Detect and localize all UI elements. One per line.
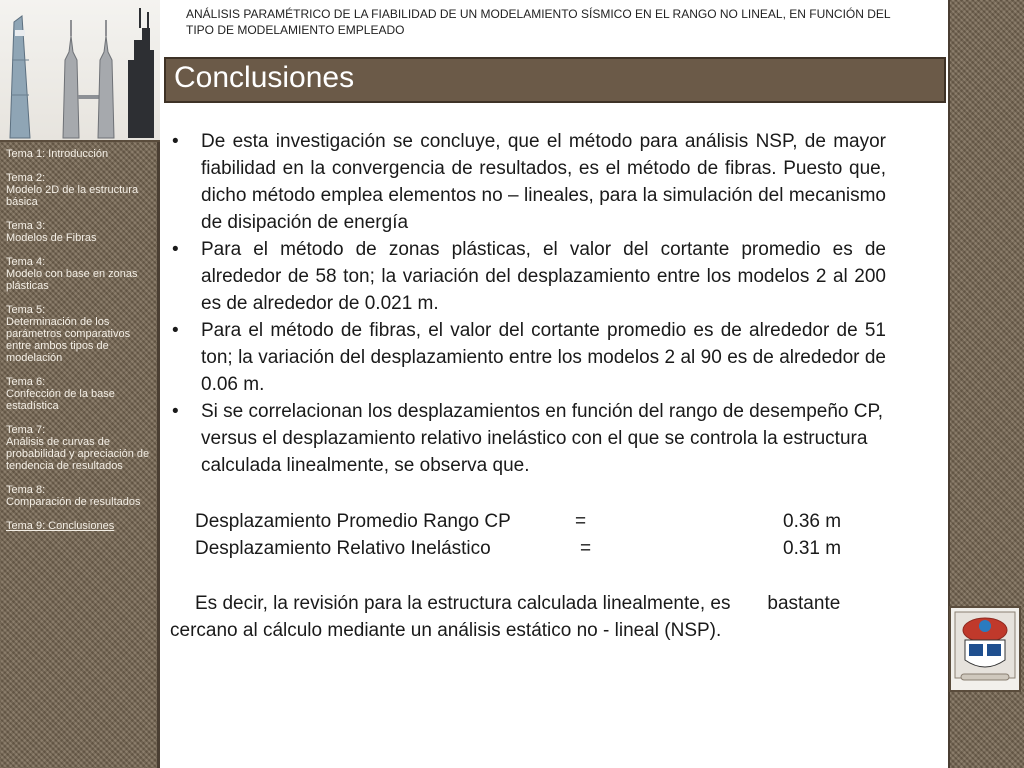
nav-item-tema-3[interactable]: [6, 220, 156, 244]
closing-paragraph: [170, 590, 886, 644]
nav-item-tema-5[interactable]: [6, 304, 156, 364]
nav-item-line: Tema 4:: [6, 256, 46, 268]
equation-label: Desplazamiento Promedio Rango CP: [195, 511, 511, 532]
equation-value: 0.31 m: [783, 538, 842, 559]
nav-item-tema-6[interactable]: [6, 376, 156, 412]
nav-item-line: Confección de la base estadística: [6, 388, 115, 412]
slide-content: [160, 0, 948, 768]
equation-row: [195, 511, 875, 537]
university-logo: [949, 606, 1021, 692]
topic-nav: [6, 148, 156, 544]
page-title: Conclusiones: [174, 61, 355, 94]
list-item: • Para el método de zonas plásticas, el valor del cortante promedio es de alrededor de 58 ton; la variación del desplazamiento entre los modelos 2 al 200 es de alrededor de 0.021 m.: [170, 236, 886, 317]
nav-item-line: Tema 2:: [6, 172, 46, 184]
nav-item-line: Determinación de los parámetros comparativos entre ambos tipos de modelación: [6, 316, 131, 364]
nav-item-tema-1[interactable]: [6, 148, 156, 160]
nav-item-line: Tema 9: Conclusiones: [6, 520, 115, 532]
nav-item-tema-2[interactable]: [6, 172, 156, 208]
conclusions-list: [170, 128, 886, 479]
list-item: • De esta investigación se concluye, que el método para análisis NSP, de mayor fiabilidad en la convergencia de resultados, es el método de fibras. Puesto que, dicho método emplea elementos no – lineales, para la simulación del mecanismo de disipación de energía: [170, 128, 886, 236]
nav-item-tema-8[interactable]: [6, 484, 156, 508]
equation-label: Desplazamiento Relativo Inelástico: [195, 538, 491, 559]
nav-item-line: Modelo con base en zonas plásticas: [6, 268, 138, 292]
equation-value: 0.36 m: [783, 511, 842, 532]
equation-sign: =: [575, 511, 587, 532]
nav-item-line: Tema 1: Introducción: [6, 148, 109, 160]
closing-line: cercano al cálculo mediante un análisis estático no - lineal (NSP).: [170, 620, 722, 641]
nav-item-tema-7[interactable]: [6, 424, 156, 472]
nav-item-line: Tema 7:: [6, 424, 46, 436]
nav-item-line: Análisis de curvas de probabilidad y apreciación de tendencia de resultados: [6, 436, 150, 472]
nav-item-line: Modelos de Fibras: [6, 232, 97, 244]
equation-row: [195, 538, 875, 564]
nav-item-line: Comparación de resultados: [6, 496, 141, 508]
title-bar: [164, 57, 946, 103]
nav-item-line: Tema 5:: [6, 304, 46, 316]
list-item: • Si se correlacionan los desplazamientos en función del rango de desempeño CP, versus el desplazamiento relativo inelástico con el que se controla la estructura calculada linealmente, se observa que.: [170, 398, 886, 479]
nav-item-tema-4[interactable]: [6, 256, 156, 292]
skyscrapers-image: [0, 0, 160, 142]
nav-item-tema-9[interactable]: [6, 520, 156, 532]
closing-line: Es decir, la revisión para la estructura calculada linealmente, es bastante: [195, 593, 841, 614]
nav-item-line: Tema 3:: [6, 220, 46, 232]
nav-item-line: Tema 6:: [6, 376, 46, 388]
sidebar: [0, 0, 160, 768]
slide-header: ANÁLISIS PARAMÉTRICO DE LA FIABILIDAD DE UN MODELAMIENTO SÍSMICO EN EL RANGO NO LINEAL, EN FUNCIÓN DEL TIPO DE MODELAMIENTO EMPLEADO: [186, 7, 891, 37]
nav-item-line: Tema 8:: [6, 484, 46, 496]
list-item: • Para el método de fibras, el valor del cortante promedio es de alrededor de 51 ton; la variación del desplazamiento entre los modelos 2 al 90 es de alrededor de 0.06 m.: [170, 317, 886, 398]
equation-sign: =: [580, 538, 592, 559]
nav-item-line: Modelo 2D de la estructura básica: [6, 184, 139, 208]
